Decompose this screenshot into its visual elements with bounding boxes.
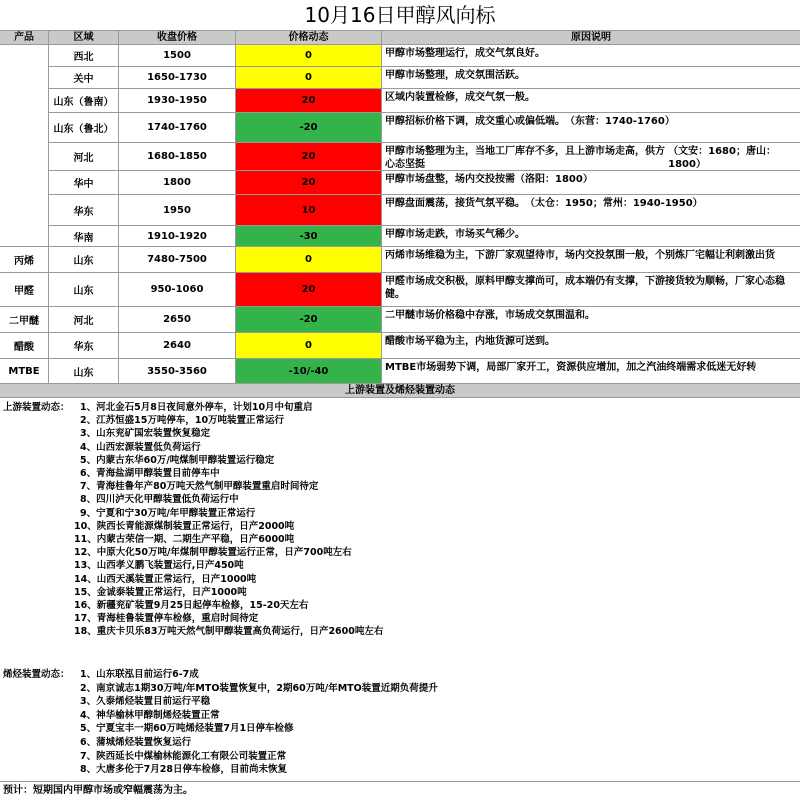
product-cell: MTBE [0,359,49,384]
upstream-item: 7、青海桂鲁年产80万吨天然气制甲醇装置重启时间待定 [80,481,319,493]
upstream-item: 12、中原大化50万吨/年煤制甲醇装置运行正常，日产700吨左右 [74,547,352,559]
reason-line: 二甲醚市场价格稳中存涨，市场成交氛围温和。 [385,310,595,321]
price-cell: 1950 [119,195,236,226]
upstream-item: 1、河北金石5月8日夜间意外停车，计划10月中旬重启 [80,402,313,413]
olefin-label: 烯烃装置动态： [3,669,70,680]
change-cell: 20 [236,143,382,171]
product-methanol-group [0,45,49,247]
upstream-item: 2、江苏恒盛15万吨停车，10万吨装置正常运行 [80,415,285,427]
price-cell: 1650-1730 [119,67,236,89]
reason-line: 甲醇市场整理，成交氛围活跃。 [385,70,525,81]
olefin-item: 2、南京诚志1期30万吨/年MTO装置恢复中，2期60万吨/年MTO装置近期负荷提升 [80,682,438,694]
reason-line: 醋酸市场平稳为主，内地货源可送到。 [385,336,555,347]
header-close-price: 收盘价格 [119,31,236,45]
olefin-item: 1、山东联泓目前运行6-7成 [80,669,199,680]
price-cell: 1800 [119,171,236,195]
reason-line: 区域内装置检修，成交气氛一般。 [385,92,535,103]
reason-line: 甲醇招标价格下调，成交重心或偏低端。 [385,116,565,127]
reason-cell [382,333,800,359]
change-cell: -10/-40 [236,359,382,384]
header-product: 产品 [0,31,49,45]
change-cell: 0 [236,247,382,273]
reason-line: 甲醇市场整理运行，成交气氛良好。 [385,48,545,59]
reason-line: 甲醇市场整理为主，当地工厂库存不多，且上游市场走高，供方心态坚挺 [385,146,665,170]
reason-cell [382,226,800,247]
upstream-item: 4、山西宏源装置低负荷运行 [80,441,201,453]
change-cell: -20 [236,113,382,143]
region-cell: 河北 [49,143,119,171]
upstream-item: 6、青海盐湖甲醇装置目前停车中 [80,468,220,479]
reason-line: 丙烯市场维稳为主，下游厂家观望待市，场内交投氛围一般，个别炼厂宅幅让利刺激出货 [385,250,775,261]
change-cell: 20 [236,89,382,113]
reason-cell [382,113,800,143]
olefin-item: 8、大唐多伦于7月28日停车检修，目前尚未恢复 [80,764,287,776]
price-cell: 3550-3560 [119,359,236,384]
upstream-item: 9、宁夏和宁30万吨/年甲醇装置正常运行 [80,507,256,519]
reason-line: 甲醛市场成交积极，原料甲醇支撑尚可，成本端仍有支撑，下游接货较为顺畅，厂家心态稳健。 [385,276,785,300]
reason-line: （文安：1680；唐山：1800） [668,146,776,170]
upstream-item: 10、陕西长青能源煤制装置正常运行，日产2000吨 [74,520,295,532]
price-cell: 2650 [119,307,236,333]
upstream-item: 5、内蒙古东华60万/吨煤制甲醇装置运行稳定 [80,454,275,466]
reason-cell [382,45,800,67]
header-region: 区域 [49,31,119,45]
upstream-item: 18、重庆卡贝乐83万吨天然气制甲醇装置高负荷运行，日产2600吨左右 [74,626,384,638]
reason-line: 甲醇市场盘整，场内交投按需（洛阳：1800） [385,174,593,185]
header-price-change: 价格动态 [236,31,382,45]
region-cell: 西北 [49,45,119,67]
region-cell: 华东 [49,333,119,359]
forecast: 预计：短期国内甲醇市场或窄幅震荡为主。 [0,781,800,800]
upstream-item: 14、山西天溪装置正常运行，日产1000吨 [74,573,257,585]
product-cell: 醋酸 [0,333,49,359]
upstream-item: 13、山西孝义鹏飞装置运行,日产450吨 [74,560,244,572]
region-cell: 山东（鲁北） [49,113,119,143]
report-title: 10月16日甲醇风向标 [0,0,800,31]
reason-cell [382,273,800,307]
header-reason: 原因说明 [382,31,800,45]
olefin-item: 5、宁夏宝丰一期60万吨烯烃装置7月1日停车检修 [80,723,294,735]
price-cell: 950-1060 [119,273,236,307]
region-cell: 山东 [49,273,119,307]
upstream-item: 16、新疆兖矿装置9月25日起停车检修，15-20天左右 [74,600,309,611]
price-cell: 1740-1760 [119,113,236,143]
price-cell: 1680-1850 [119,143,236,171]
reason-cell [382,195,800,226]
change-cell: -20 [236,307,382,333]
upstream-item: 11、内蒙古荣信一期、二期生产平稳，日产6000吨 [74,534,295,545]
reason-cell [382,89,800,113]
reason-cell [382,143,800,171]
reason-cell [382,67,800,89]
reason-line: 甲醇市场走跌，市场买气稀少。 [385,229,525,240]
section-title: 上游装置及烯烃装置动态 [0,384,800,398]
change-cell: -30 [236,226,382,247]
reason-line: （太仓：1950；常州：1940-1950） [525,198,703,209]
reason-line: MTBE市场弱势下调，局部厂家开工，资源供应增加，加之汽油终端需求低迷无好转 [385,362,757,373]
region-cell: 华中 [49,171,119,195]
olefin-item: 3、久泰烯烃装置目前运行平稳 [80,696,211,708]
price-cell: 1500 [119,45,236,67]
change-cell: 20 [236,273,382,307]
upstream-item: 8、四川泸天化甲醇装置低负荷运行中 [80,494,239,506]
change-cell: 0 [236,45,382,67]
region-cell: 山东 [49,359,119,384]
region-cell: 关中 [49,67,119,89]
reason-cell [382,247,800,273]
product-cell: 二甲醚 [0,307,49,333]
price-cell: 1910-1920 [119,226,236,247]
region-cell: 华南 [49,226,119,247]
upstream-item: 15、金诚泰装置正常运行，日产1000吨 [74,586,247,598]
change-cell: 0 [236,333,382,359]
product-cell: 甲醛 [0,273,49,307]
olefin-item: 4、神华榆林甲醇制烯烃装置正常 [80,709,220,721]
region-cell: 山东（鲁南） [49,89,119,113]
change-cell: 20 [236,171,382,195]
price-cell: 1930-1950 [119,89,236,113]
olefin-item: 7、陕西延长中煤榆林能源化工有限公司装置正常 [80,750,287,762]
change-cell: 10 [236,195,382,226]
region-cell: 河北 [49,307,119,333]
reason-cell [382,359,800,384]
upstream-label: 上游装置动态： [3,402,70,413]
reason-cell [382,171,800,195]
reason-line: 甲醇盘面震荡，接货气氛平稳。 [385,198,525,209]
upstream-item: 3、山东兖矿国宏装置恢复稳定 [80,428,211,440]
reason-cell [382,307,800,333]
upstream-item: 17、青海桂鲁装置停车检修，重启时间待定 [74,613,259,625]
reason-line: （东营：1740-1760） [565,116,675,127]
price-cell: 7480-7500 [119,247,236,273]
product-cell: 丙烯 [0,247,49,273]
price-cell: 2640 [119,333,236,359]
change-cell: 0 [236,67,382,89]
region-cell: 山东 [49,247,119,273]
region-cell: 华东 [49,195,119,226]
olefin-item: 6、蒲城烯烃装置恢复运行 [80,737,192,748]
